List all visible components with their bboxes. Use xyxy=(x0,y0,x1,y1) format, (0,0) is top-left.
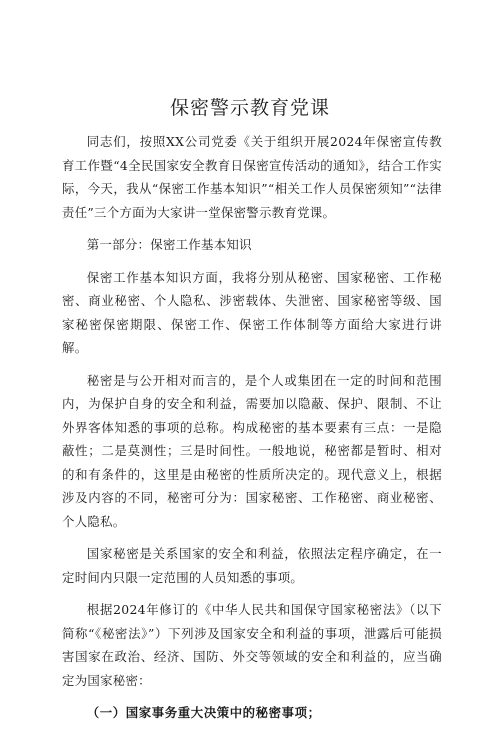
paragraph-secret-definition: 秘密是与公开相对而言的，是个人或集团在一定的时间和范围内，为保护自身的安全和利益，需要加以隐蔽、保护、限制、不让外界客体知悉的事项的总称。构成秘密的基本要素有三点：一是隐蔽性；二是莫测性；三是时间性。一般地说，秘密都是暂时、相对的和有条件的，这里是由秘密的性质所决定的。现代意义上，根据涉及内容的不同，秘密可分为：国家秘密、工作秘密、商业秘密、个人隐私。 xyxy=(62,372,442,529)
paragraph-state-secret-definition: 国家秘密是关系国家的安全和利益，依照法定程序确定，在一定时间内只限一定范围的人员知悉的事项。 xyxy=(62,546,442,585)
section-heading-part-one: 第一部分：保密工作基本知识 xyxy=(86,237,252,252)
paragraph-secrecy-law: 根据2024年修订的《中华人民共和国保守国家秘密法》（以下简称“《秘密法》”）下列涉及国家安全和利益的事项，泄露后可能损害国家在政治、经济、国防、外交等领域的安全和利益的，应当确定为国家秘密： xyxy=(62,602,442,688)
list-heading-item-one: （一）国家事务重大决策中的秘密事项； xyxy=(86,705,321,720)
document-title: 保密警示教育党课 xyxy=(169,97,330,119)
intro-paragraph: 同志们，按照XX公司党委《关于组织开展2024年保密宣传教育工作暨“4全民国家安全教育日保密宣传活动的通知》，结合工作实际，今天，我从“保密工作基本知识”“相关工作人员保密须知”“法律责任”三个方面为大家讲一堂保密警示教育党课。 xyxy=(62,134,442,220)
document-body xyxy=(62,130,442,734)
paragraph-basic-knowledge: 保密工作基本知识方面，我将分别从秘密、国家秘密、工作秘密、商业秘密、个人隐私、涉密载体、失泄密、国家秘密等级、国家秘密保密期限、保密工作、保密工作体制等方面给大家进行讲解。 xyxy=(62,269,442,355)
